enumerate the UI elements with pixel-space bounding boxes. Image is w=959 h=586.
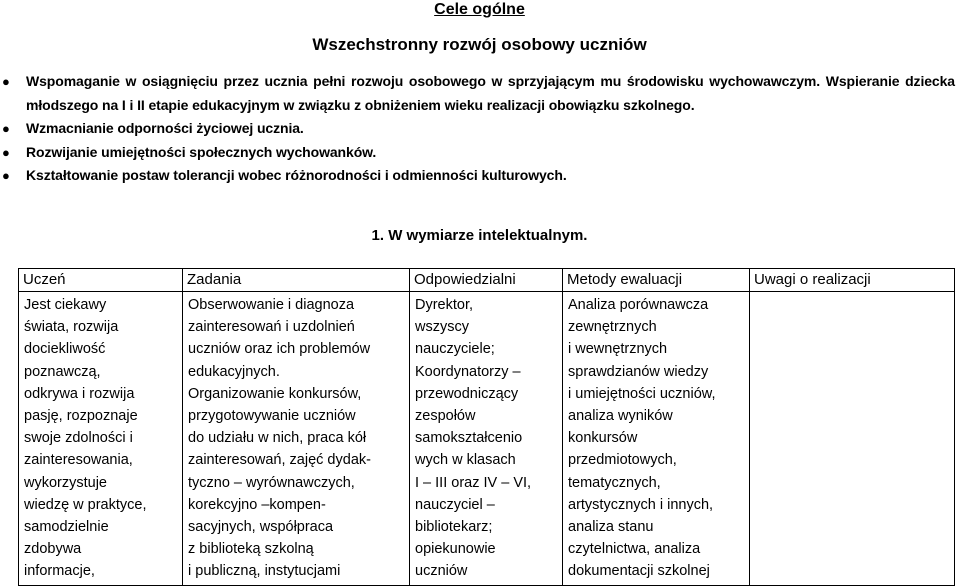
cell-text-line: dokumentacji szkolnej [568, 563, 710, 580]
page-subheading: Wszechstronny rozwój osobowy uczniów [312, 35, 647, 54]
cell-text-line: zdobywa [24, 541, 82, 558]
cell-text-line: konkursów [568, 430, 638, 447]
cell-text-line: przedmiotowych, [568, 452, 677, 469]
cell-zadania [183, 292, 410, 586]
goal-text: Kształtowanie postaw tolerancji wobec różnorodności i odmienności kulturowych. [26, 167, 567, 183]
bullet-icon: ● [2, 121, 10, 136]
table-header-row [19, 269, 955, 292]
cell-text-line: Obserwowanie i diagnoza [188, 297, 355, 313]
cell-uczen [19, 292, 183, 586]
goals-table [18, 268, 955, 586]
cell-text-line: dociekliwość [24, 341, 106, 358]
section-title: 1. W wymiarze intelektualnym. [371, 227, 588, 244]
cell-text-line: zainteresowania, [24, 452, 133, 469]
column-header-odpowiedzialni: Odpowiedzialni [410, 269, 563, 292]
cell-text-line: wykorzystuje [24, 474, 107, 491]
cell-text-line: zainteresowań i uzdolnień [188, 319, 355, 336]
cell-text-line: analiza stanu [568, 519, 654, 536]
cell-text-line: Koordynatorzy – [415, 363, 521, 380]
cell-text-line: bibliotekarz; [415, 519, 493, 536]
cell-text-line: i umiejętności uczniów, [568, 385, 716, 402]
cell-text-line: artystycznych i innych, [568, 496, 714, 513]
cell-text-line: pasję, rozpoznaje [24, 408, 138, 425]
bullet-icon: ● [2, 144, 10, 160]
cell-text-line: informacje, [24, 563, 95, 580]
column-header-uwagi: Uwagi o realizacji [750, 269, 955, 292]
cell-text-line: z biblioteką szkolną [188, 541, 314, 558]
cell-text-line: przygotowywanie uczniów [188, 408, 356, 425]
cell-text-line: i wewnętrznych [568, 341, 668, 358]
table-row [19, 292, 955, 586]
goal-text: Wspomaganie w osiągnięciu przez ucznia pełni rozwoju osobowego w sprzyjającym mu środowisku wychowawczym. Wspieranie dziecka młodszego na I i II etapie edukacyjnym w związku z obniżeniem wieku realizacji obowiązku szkolnego. [26, 73, 955, 113]
column-header-uczen: Uczeń [19, 269, 183, 292]
cell-text-line: nauczyciel – [415, 496, 495, 513]
cell-text-line: tematycznych, [568, 474, 661, 491]
cell-metody [563, 292, 750, 586]
cell-uwagi [750, 292, 955, 586]
cell-text-line: wiedzę w praktyce, [24, 496, 147, 513]
goal-item [0, 70, 959, 117]
cell-text-line: Analiza porównawcza [568, 297, 709, 313]
cell-text-line: poznawczą, [24, 363, 101, 380]
column-header-metody: Metody ewaluacji [563, 269, 750, 292]
cell-text-line: do udziału w nich, praca kół [188, 430, 367, 447]
page-heading: Cele ogólne [434, 1, 525, 18]
bullet-icon: ● [2, 74, 10, 89]
goals-list [0, 70, 959, 188]
cell-text-line: zewnętrznych [568, 319, 657, 336]
cell-text-line: sacyjnych, współpraca [188, 519, 334, 536]
cell-text-line: Organizowanie konkursów, [188, 385, 362, 402]
cell-text-line: sprawdzianów wiedzy [568, 363, 709, 380]
goal-item [0, 164, 959, 188]
cell-text-line: swoje zdolności i [24, 430, 133, 447]
cell-text-line: Jest ciekawy [24, 297, 107, 313]
goal-text: Wzmacnianie odporności życiowej ucznia. [26, 120, 304, 136]
cell-text-line: I – III oraz IV – VI, [415, 474, 532, 491]
cell-text-line: odkrywa i rozwija [24, 385, 135, 402]
bullet-icon: ● [2, 168, 10, 183]
cell-text-line: czytelnictwa, analiza [568, 541, 701, 558]
goal-text: Rozwijanie umiejętności społecznych wychowanków. [26, 143, 377, 160]
cell-text-line: zainteresowań, zajęć dydak- [188, 452, 371, 469]
goal-item [0, 141, 959, 165]
cell-text-line: samokształcenio [415, 430, 523, 447]
cell-text-line: nauczyciele; [415, 341, 495, 358]
cell-text-line: korekcyjno –kompen- [188, 496, 326, 513]
cell-text-line: i publiczną, instytucjami [188, 563, 341, 580]
cell-text-line: wszyscy [415, 319, 469, 336]
cell-text-line: analiza wyników [568, 408, 673, 425]
cell-text-line: zespołów [415, 408, 476, 425]
cell-text-line: wych w klasach [415, 452, 516, 469]
cell-text-line: świata, rozwija [24, 319, 119, 336]
column-header-zadania: Zadania [183, 269, 410, 292]
cell-text-line: samodzielnie [24, 519, 109, 536]
cell-text-line: edukacyjnych. [188, 363, 280, 380]
goal-item [0, 117, 959, 141]
cell-text-line: Dyrektor, [415, 297, 474, 313]
cell-text-line: uczniów [415, 563, 468, 580]
cell-text-line: tyczno – wyrównawczych, [188, 474, 355, 491]
cell-text-line: uczniów oraz ich problemów [188, 341, 371, 358]
cell-odpowiedzialni [410, 292, 563, 586]
cell-text-line: opiekunowie [415, 541, 496, 558]
cell-text-line: przewodniczący [415, 385, 519, 402]
